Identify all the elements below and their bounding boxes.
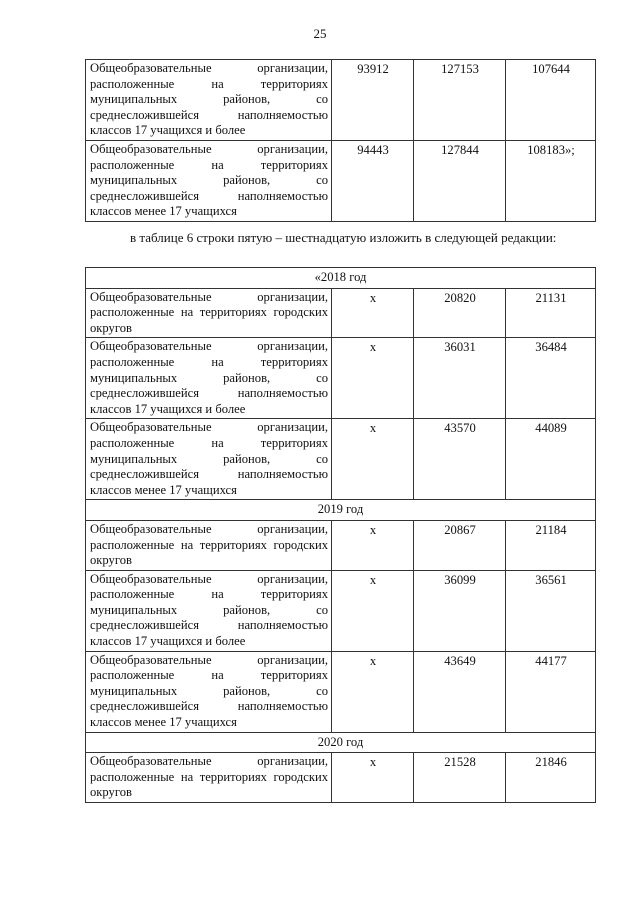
table-row [86, 338, 596, 419]
table-top-body [86, 60, 596, 222]
year-header-row [86, 732, 596, 753]
year-header-row [86, 268, 596, 289]
row-value-3: 21184 [506, 520, 596, 570]
row-value-1: 94443 [332, 140, 414, 221]
row-value-1: 93912 [332, 60, 414, 141]
row-value-1: х [332, 419, 414, 500]
row-name: Общеобразовательные организации, расположенные на территориях городских округов [86, 520, 332, 570]
row-value-3: 36561 [506, 570, 596, 651]
table-main-body [86, 268, 596, 803]
row-name: Общеобразовательные организации, расположенные на территориях муниципальных районов, со среднесложившейся наполняемостью классов 17 учащихся и более [86, 570, 332, 651]
row-value-1: х [332, 520, 414, 570]
row-name: Общеобразовательные организации, расположенные на территориях городских округов [86, 288, 332, 338]
row-value-3: 21846 [506, 753, 596, 803]
row-value-2: 43570 [414, 419, 506, 500]
row-name: Общеобразовательные организации, расположенные на территориях муниципальных районов, со среднесложившейся наполняемостью классов менее 17 учащихся [86, 419, 332, 500]
row-value-1: х [332, 753, 414, 803]
row-value-3: 21131 [506, 288, 596, 338]
year-header: 2020 год [86, 732, 596, 753]
row-value-1: х [332, 570, 414, 651]
table-6-amended [85, 267, 596, 803]
table-top-fragment [85, 59, 596, 222]
row-name: Общеобразовательные организации, расположенные на территориях муниципальных районов, со среднесложившейся наполняемостью классов менее 17 учащихся [86, 140, 332, 221]
row-value-2: 43649 [414, 651, 506, 732]
year-header: «2018 год [86, 268, 596, 289]
table-row [86, 651, 596, 732]
row-value-2: 36031 [414, 338, 506, 419]
table-row [86, 419, 596, 500]
table-row [86, 753, 596, 803]
table-row [86, 570, 596, 651]
year-header: 2019 год [86, 500, 596, 521]
row-value-2: 36099 [414, 570, 506, 651]
page-number: 25 [313, 26, 327, 41]
row-value-3: 107644 [506, 60, 596, 141]
row-value-1: х [332, 651, 414, 732]
row-value-2: 21528 [414, 753, 506, 803]
table-row [86, 288, 596, 338]
table-row [86, 60, 596, 141]
row-value-3: 44089 [506, 419, 596, 500]
row-value-3: 108183»; [506, 140, 596, 221]
row-value-1: х [332, 288, 414, 338]
table-row [86, 520, 596, 570]
row-value-2: 20820 [414, 288, 506, 338]
amendment-paragraph: в таблице 6 строки пятую – шестнадцатую изложить в следующей редакции: [130, 230, 557, 245]
row-value-3: 44177 [506, 651, 596, 732]
row-name: Общеобразовательные организации, расположенные на территориях муниципальных районов, со среднесложившейся наполняемостью классов 17 учащихся и более [86, 338, 332, 419]
row-name: Общеобразовательные организации, расположенные на территориях муниципальных районов, со среднесложившейся наполняемостью классов менее 17 учащихся [86, 651, 332, 732]
row-value-2: 127844 [414, 140, 506, 221]
row-value-2: 127153 [414, 60, 506, 141]
row-value-3: 36484 [506, 338, 596, 419]
row-name: Общеобразовательные организации, расположенные на территориях муниципальных районов, со среднесложившейся наполняемостью классов 17 учащихся и более [86, 60, 332, 141]
year-header-row [86, 500, 596, 521]
table-row [86, 140, 596, 221]
row-name: Общеобразовательные организации, расположенные на территориях городских округов [86, 753, 332, 803]
row-value-2: 20867 [414, 520, 506, 570]
row-value-1: х [332, 338, 414, 419]
